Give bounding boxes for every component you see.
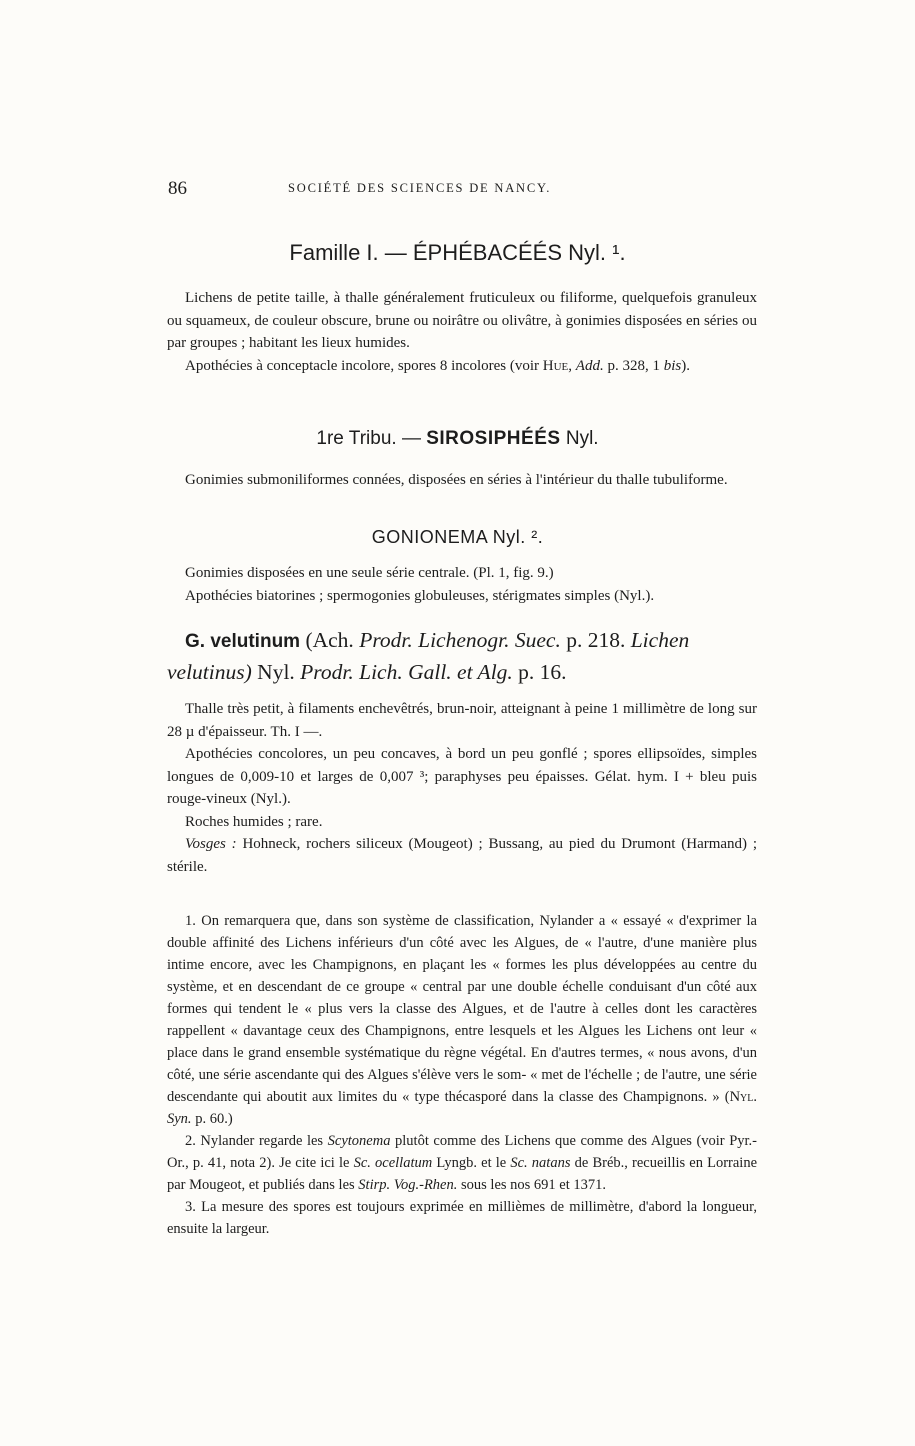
tribe-name: SIROSIPHÉÉS: [426, 428, 561, 449]
species-paragraph: Roches humides ; rare.: [185, 813, 323, 830]
running-title: SOCIÉTÉ DES SCIENCES DE NANCY.: [288, 181, 552, 195]
tribe-heading: 1re Tribu. — SIROSIPHÉÉS Nyl.: [316, 428, 599, 449]
footnote-2: 2. Nylander regarde les Scytonema plutôt comme des Lichens que comme des Algues (voir Pyr.-Or., p. 41, nota 2). Je cite ici le Sc. ocellatum Lyngb. et le Sc. natans de Bréb., recueillis en Lorraine par Mougeot, et publiés dans les Stirp. Vog.-Rhen. sous les nos 691 et 1371.: [167, 1133, 758, 1193]
page-number: 86: [168, 178, 187, 199]
species-paragraph: Apothécies concolores, un peu concaves, à bord un peu gonflé ; spores ellipsoïdes, simples longues de 0,009-10 et larges de 0,007 ³; paraphyses peu épaisses. Gélat. hym. I + bleu puis rouge-vineux (Nyl.).: [167, 746, 757, 807]
genus-line: Apothécies biatorines ; spermogonies globuleuses, stérigmates simples (Nyl.).: [185, 587, 655, 604]
family-apothecia-text: Apothécies à conceptacle incolore, spores 8 incolores (voir Hue, Add. p. 328, 1 bis).: [185, 357, 690, 374]
vosges-locality: Vosges : Hohneck, rochers siliceux (Mougeot) ; Bussang, au pied du Drumont (Harmand) ; stérile.: [167, 836, 758, 875]
family-description: [167, 287, 757, 377]
species-heading: G. velutinum (Ach. Prodr. Lichenogr. Suec. p. 218. Lichen velutinus) Nyl. Prodr. Lich. Gall. et Alg. p. 16.: [167, 628, 690, 684]
species-paragraph: Thalle très petit, à filaments enchevêtrés, brun-noir, atteignant à peine 1 millimètre de long sur 28 µ d'épaisseur. Th. I —.: [167, 701, 757, 740]
footnotes: [167, 910, 757, 1240]
species-description: [167, 698, 757, 878]
footnote-1: 1. On remarquera que, dans son système de classification, Nylander a « essayé « d'exprimer la double affinité des Lichens inférieurs d'un côté avec les Algues, de « l'autre, d'une manière plus intime encore, avec les Champignons, en plaçant les « formes les plus développées au centre du système, et en descendant de ce groupe « central par une double échelle conduisant d'un côté aux formes qui tendent le « plus vers la classe des Algues, et de l'autre à celles dont les caractères rappellent « davantage ceux des Champignons, entre lesquels et les Algues les Lichens ont leur « place dans le grand ensemble systématique du règne végétal. En d'autres termes, « nous avons, d'un côté, une série ascendante qui des Algues s'élève vers le som- « met de l'échelle ; de l'autre, une série descendante qui aboutit aux limites du « type thécasporé dans la classe des Champignons. » (Nyl. Syn. p. 60.): [167, 913, 757, 1127]
genus-heading: GONIONEMA Nyl. ².: [371, 527, 544, 547]
tribe-description: Gonimies submoniliformes connées, disposées en séries à l'intérieur du thalle tubuliforme.: [185, 472, 728, 488]
genus-description: [167, 562, 757, 607]
family-heading: Famille I. — ÉPHÉBACÉÉS Nyl. ¹.: [289, 240, 626, 265]
page-header: [168, 178, 758, 202]
genus-line: Gonimies disposées en une seule série centrale. (Pl. 1, fig. 9.): [185, 565, 554, 581]
footnote-3: 3. La mesure des spores est toujours exprimée en millièmes de millimètre, d'abord la longueur, ensuite la largeur.: [167, 1199, 757, 1237]
family-description-text: Lichens de petite taille, à thalle généralement fruticuleux ou filiforme, quelquefois granuleux ou squameux, de couleur obscure, brune ou noirâtre ou olivâtre, à gonimies disposées en séries ou par groupes ; habitant les lieux humides.: [167, 290, 757, 351]
